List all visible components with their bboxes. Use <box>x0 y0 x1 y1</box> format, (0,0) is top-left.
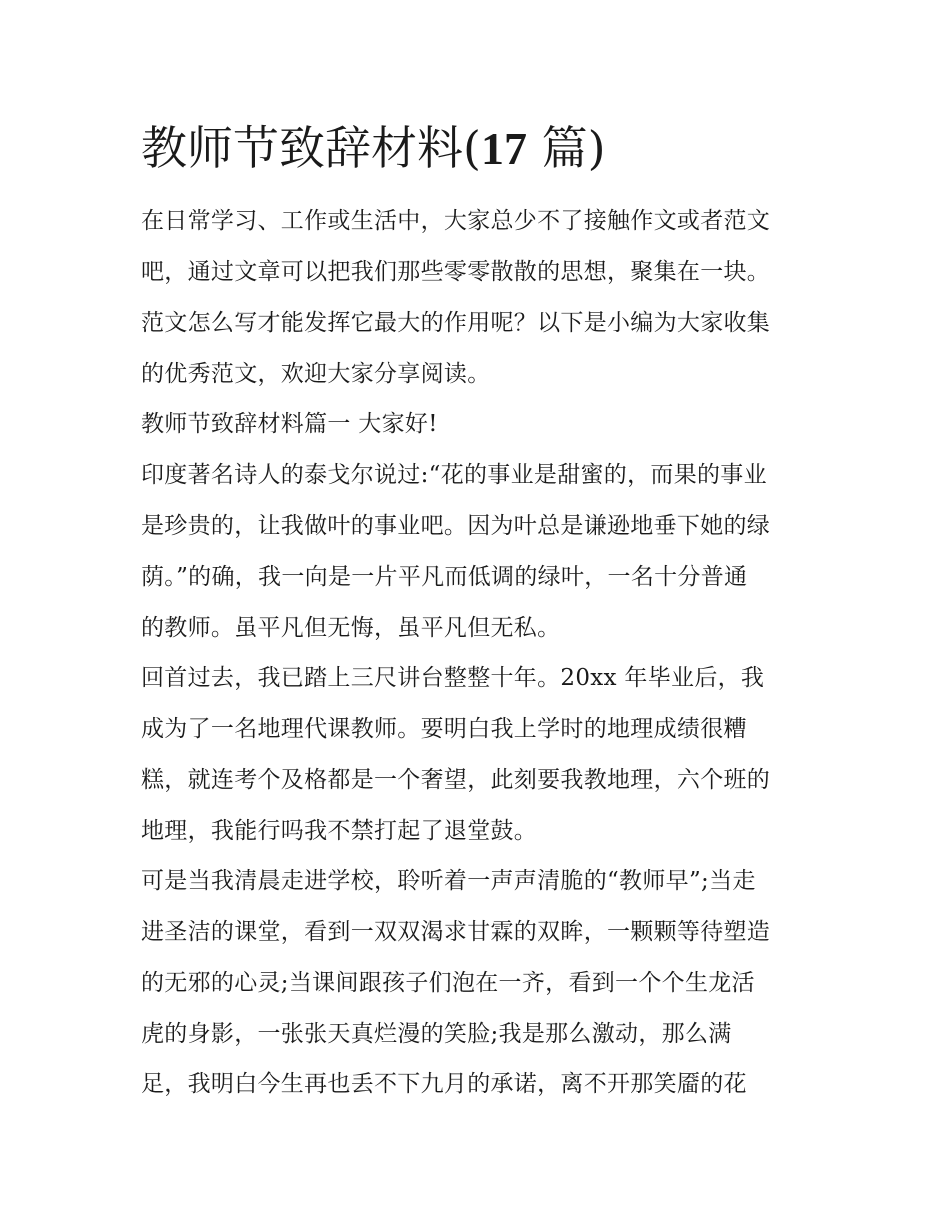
body-line: 进圣洁的课堂，看到一双双渴求甘霖的双眸，一颗颗等待塑造 <box>141 919 771 945</box>
body-line: 的无邪的心灵;当课间跟孩子们泡在一齐，看到一个个生龙活 <box>141 970 755 996</box>
body-line: 成为了一名地理代课教师。要明白我上学时的地理成绩很糟 <box>141 716 747 742</box>
body-line: 的优秀范文，欢迎大家分享阅读。 <box>141 361 491 387</box>
body-line: 是珍贵的，让我做叶的事业吧。因为叶总是谦逊地垂下她的绿 <box>141 513 771 539</box>
body-line: 荫。”的确，我一向是一片平凡而低调的绿叶，一名十分普通 <box>141 564 748 590</box>
title-suffix: 篇) <box>526 121 606 175</box>
body-line: 回首过去，我已踏上三尺讲台整整十年。20xx 年毕业后，我 <box>141 665 765 691</box>
body-line: 的教师。虽平凡但无悔，虽平凡但无私。 <box>141 615 561 641</box>
body-line: 地理，我能行吗我不禁打起了退堂鼓。 <box>141 818 538 844</box>
section-heading: 教师节致辞材料篇一 大家好! <box>141 411 438 437</box>
body-line: 吧，通过文章可以把我们那些零零散散的思想，聚集在一块。 <box>141 259 771 285</box>
body-line: 足，我明白今生再也丢不下九月的承诺，离不开那笑靥的花 <box>141 1071 747 1097</box>
title-number: 17 <box>480 123 527 174</box>
body-line: 在日常学习、工作或生活中，大家总少不了接触作文或者范文 <box>141 208 771 234</box>
title-prefix: 教师节致辞材料( <box>141 121 481 175</box>
body-line: 印度著名诗人的泰戈尔说过:“花的事业是甜蜜的，而果的事业 <box>141 462 767 488</box>
body-line: 可是当我清晨走进学校，聆听着一声声清脆的“教师早”;当走 <box>141 868 756 894</box>
body-line: 糕，就连考个及格都是一个奢望，此刻要我教地理，六个班的 <box>141 767 771 793</box>
body-line: 虎的身影，一张张天真烂漫的笑脸;我是那么激动，那么满 <box>141 1021 732 1047</box>
document-title <box>141 118 606 179</box>
body-line: 范文怎么写才能发挥它最大的作用呢？以下是小编为大家收集 <box>141 310 771 336</box>
